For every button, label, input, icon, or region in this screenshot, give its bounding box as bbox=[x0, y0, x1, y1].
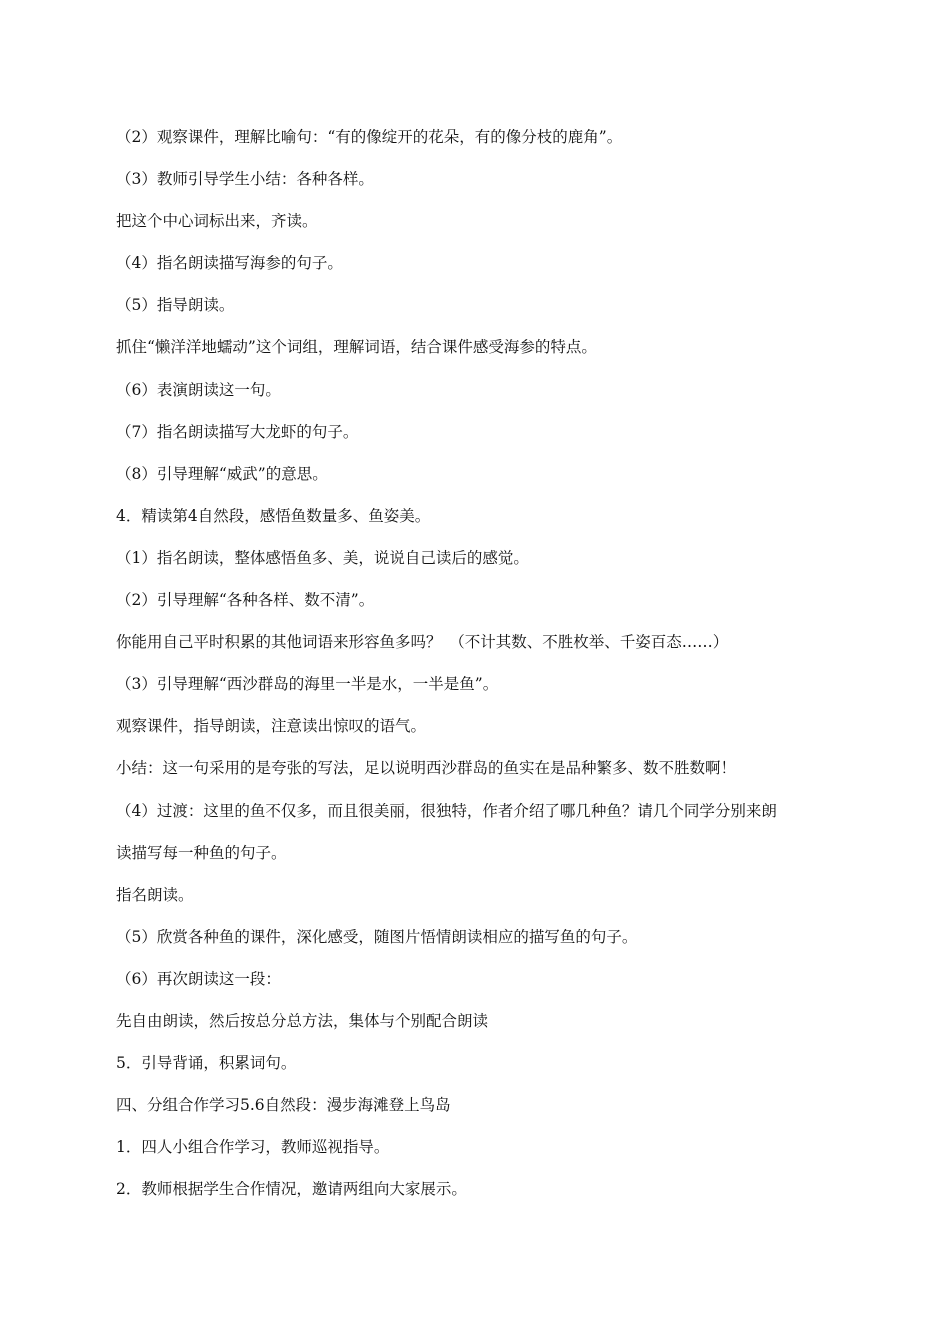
text-line: （2）引导理解“各种各样、数不清”。 bbox=[116, 591, 375, 610]
text-line: （5）指导朗读。 bbox=[116, 296, 235, 315]
document-body bbox=[116, 122, 846, 1216]
text-line: （1）指名朗读，整体感悟鱼多、美，说说自己读后的感觉。 bbox=[116, 548, 529, 567]
text-line: （2）观察课件，理解比喻句：“有的像绽开的花朵，有的像分枝的鹿角”。 bbox=[116, 128, 623, 146]
text-line: 小结：这一句采用的是夸张的写法，足以说明西沙群岛的鱼实在是品种繁多、数不胜数啊！ bbox=[116, 759, 737, 778]
text-line: 指名朗读。 bbox=[116, 885, 194, 904]
text-line: （4）过渡：这里的鱼不仅多，而且很美丽，很独特，作者介绍了哪几种鱼？请几个同学分别来朗 bbox=[116, 801, 777, 820]
text-line: 1．四人小组合作学习，教师巡视指导。 bbox=[116, 1138, 390, 1157]
text-line: （4）指名朗读描写海参的句子。 bbox=[116, 254, 343, 273]
text-line: 把这个中心词标出来，齐读。 bbox=[116, 212, 318, 231]
text-line: （6）再次朗读这一段： bbox=[116, 969, 281, 988]
text-line: 四、分组合作学习5.6自然段：漫步海滩登上鸟岛 bbox=[116, 1096, 451, 1115]
text-line: 抓住“懒洋洋地蠕动”这个词组，理解词语，结合课件感受海参的特点。 bbox=[116, 338, 597, 357]
text-line: 4．精读第4自然段，感悟鱼数量多、鱼姿美。 bbox=[116, 506, 431, 525]
text-line: 读描写每一种鱼的句子。 bbox=[116, 843, 287, 862]
text-line: （3）引导理解“西沙群岛的海里一半是水，一半是鱼”。 bbox=[116, 675, 499, 694]
text-line: （8）引导理解“威武”的意思。 bbox=[116, 464, 328, 483]
text-line: （7）指名朗读描写大龙虾的句子。 bbox=[116, 422, 359, 441]
text-line: （3）教师引导学生小结：各种各样。 bbox=[116, 170, 374, 189]
text-line: 先自由朗读，然后按总分总方法，集体与个别配合朗读 bbox=[116, 1011, 489, 1030]
text-line: （5）欣赏各种鱼的课件，深化感受，随图片悟情朗读相应的描写鱼的句子。 bbox=[116, 927, 638, 946]
text-line: 5．引导背诵，积累词句。 bbox=[116, 1054, 297, 1073]
text-line: （6）表演朗读这一句。 bbox=[116, 380, 281, 399]
text-line: 你能用自己平时积累的其他词语来形容鱼多吗？ （不计其数、不胜枚举、千姿百态……） bbox=[116, 633, 729, 652]
text-line: 2．教师根据学生合作情况，邀请两组向大家展示。 bbox=[116, 1180, 467, 1199]
text-line: 观察课件，指导朗读，注意读出惊叹的语气。 bbox=[116, 717, 427, 736]
